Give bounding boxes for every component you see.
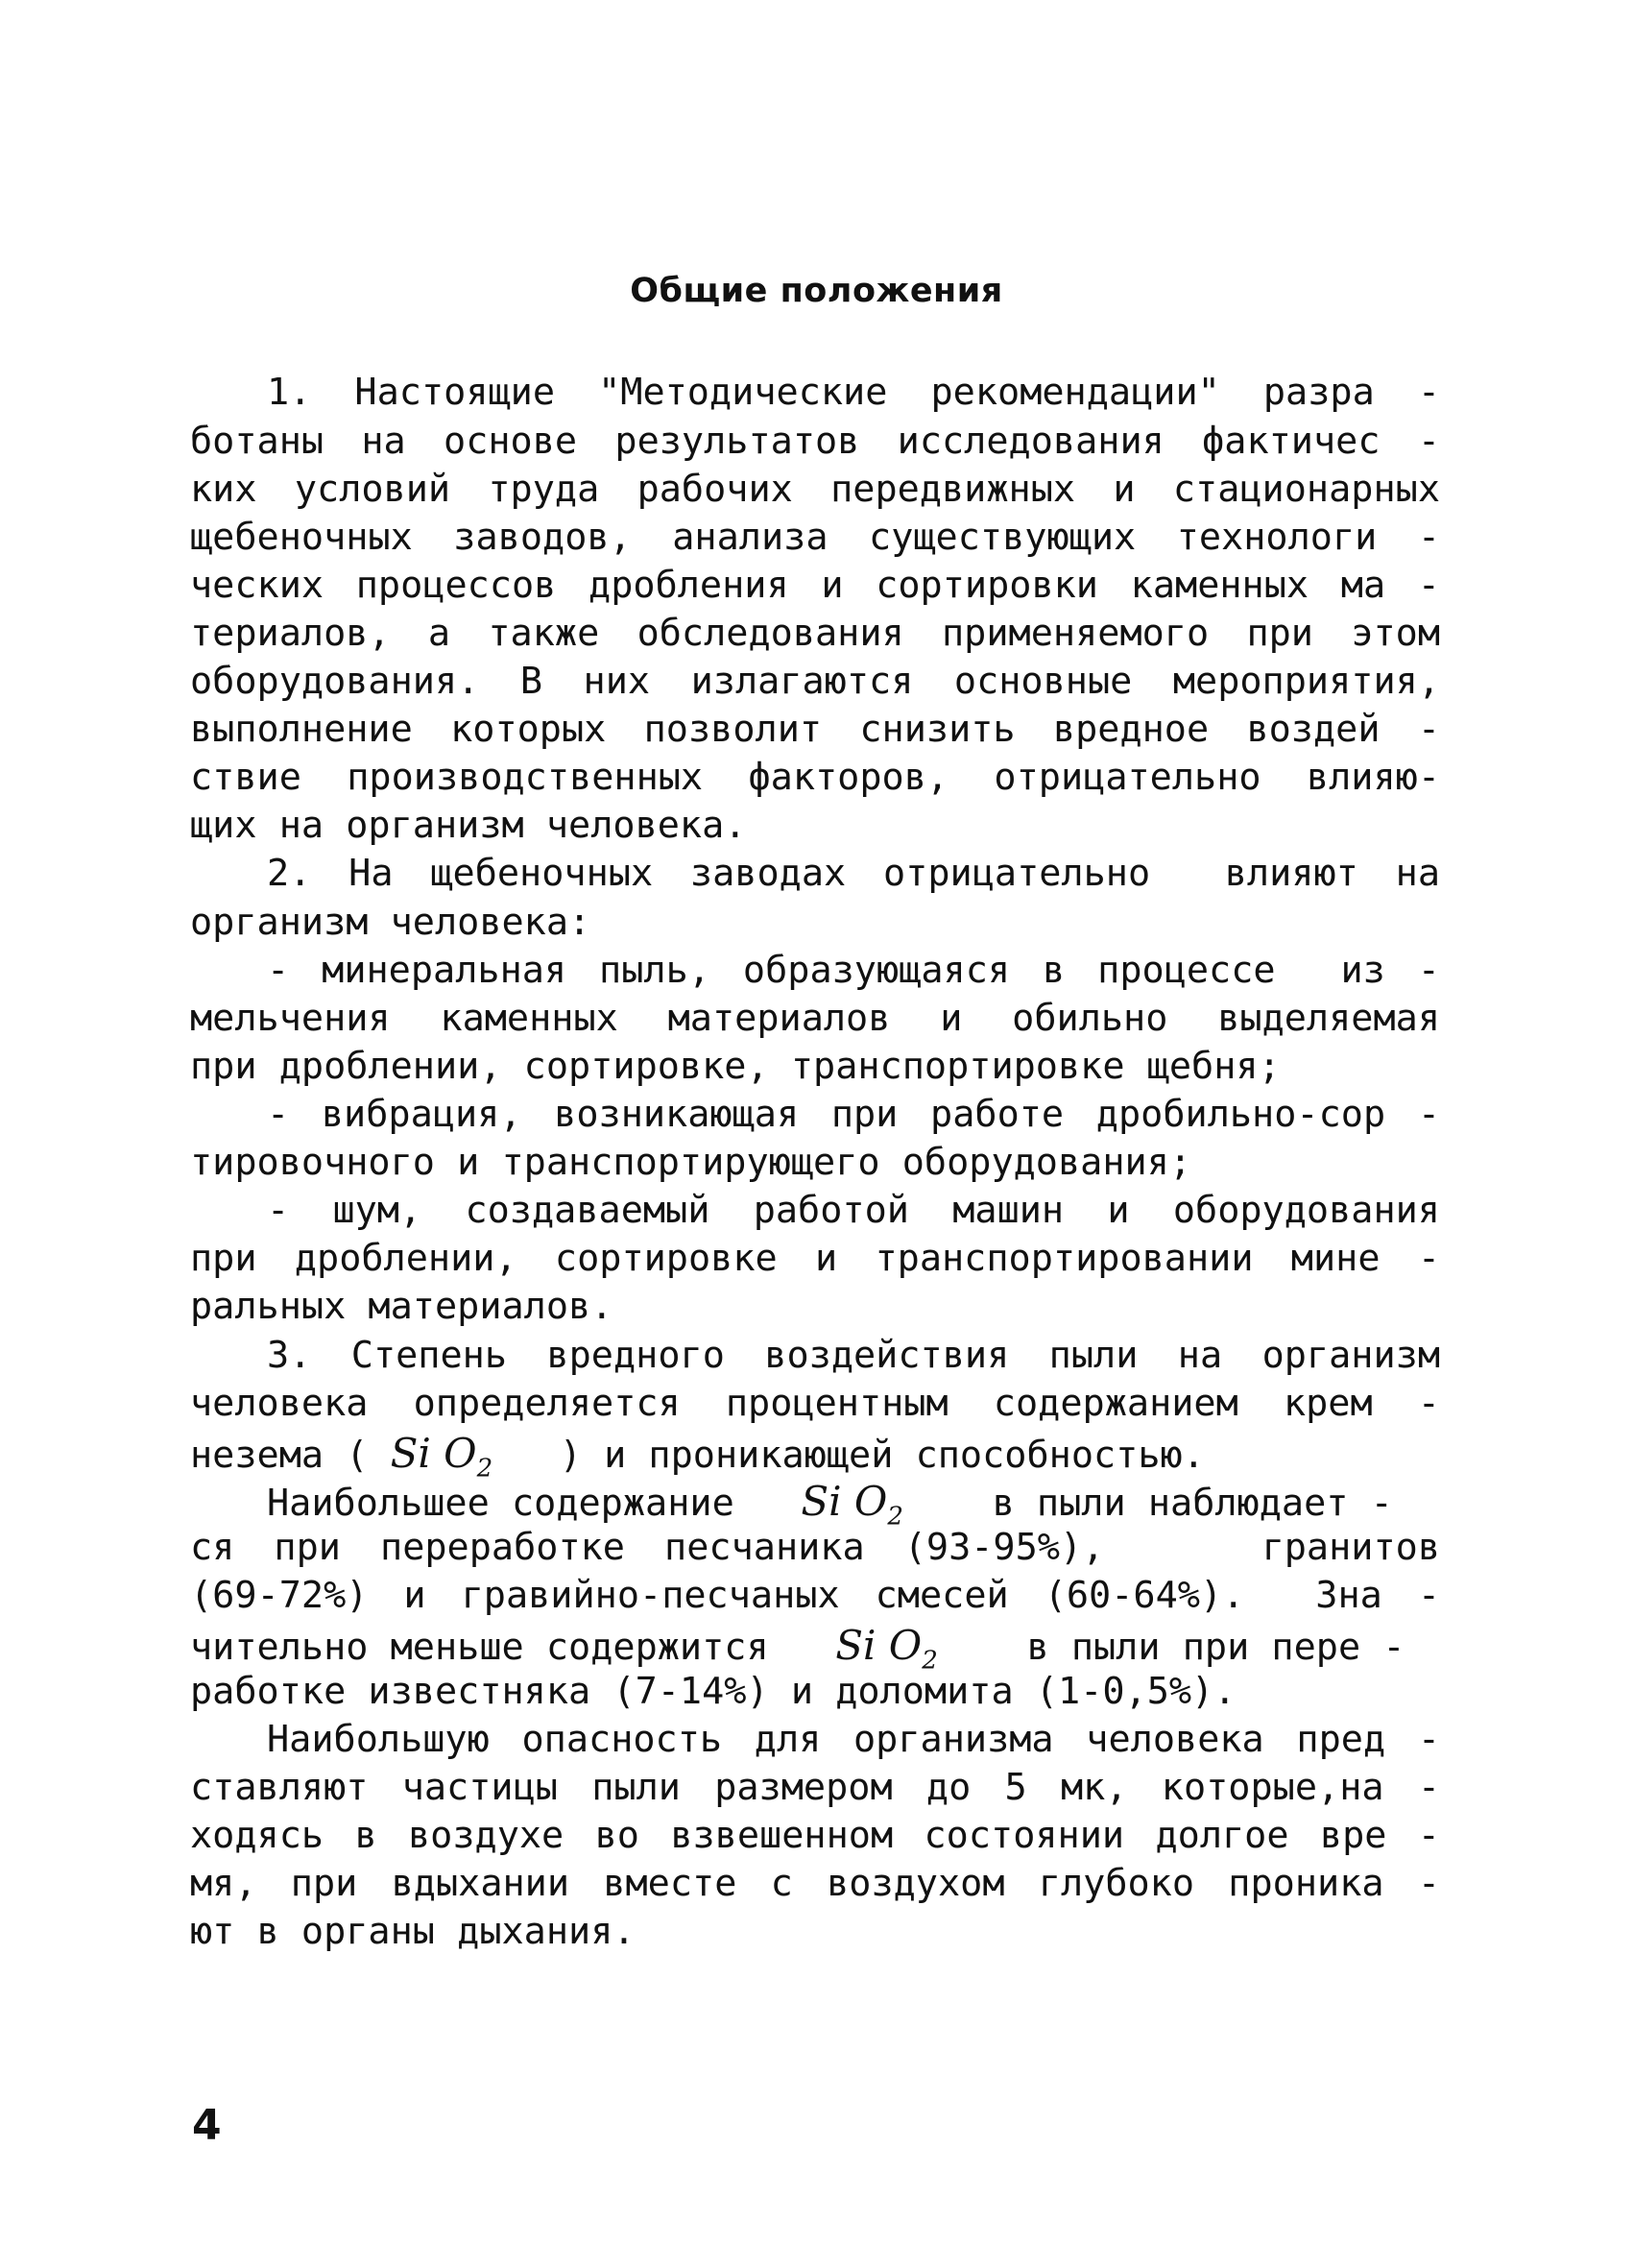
- text-line: териалов, а также обследования применяемого при этом: [190, 615, 1440, 653]
- page-number: 4: [192, 2101, 222, 2150]
- text-line: 1. Настоящие "Методические рекомендации" разра -: [267, 374, 1440, 412]
- sio2-formula: Si $O_2$: [390, 1434, 493, 1482]
- text-line: тировочного и транспортирующего оборудования;: [190, 1145, 1192, 1182]
- text-line: мя, при вдыхании вместе с воздухом глубоко проника -: [190, 1866, 1440, 1903]
- text-line: щебеночных заводов, анализа существующих технологи -: [190, 519, 1440, 557]
- text-line: человека определяется процентным содержанием крем -: [190, 1386, 1440, 1423]
- text-line: работке известняка (7-14%) и доломита (1-0,5%).: [190, 1674, 1237, 1711]
- text-line: щих на организм человека.: [190, 808, 747, 845]
- text-line: 3. Степень вредного воздействия пыли на организм: [267, 1338, 1440, 1375]
- text-line: ходясь в воздухе во взвешенном состоянии долгое вре -: [190, 1818, 1440, 1855]
- text-line: при дроблении, сортировке и транспортировании мине -: [190, 1241, 1440, 1278]
- sio2-formula: Si $O_2$: [801, 1482, 903, 1530]
- text-line: (69-72%) и гравийно-песчаных смесей (60-64%). Зна -: [190, 1578, 1440, 1615]
- text-line: ческих процессов дробления и сортировки каменных ма -: [190, 567, 1440, 605]
- text-line: незема ( Si $O_2$ ) и проникающей способностью.: [190, 1434, 1440, 1481]
- text-line: ставляют частицы пыли размером до 5 мк, которые,на -: [190, 1770, 1440, 1807]
- sio2-formula: Si $O_2$: [835, 1626, 938, 1674]
- text-line: организм человека:: [190, 905, 591, 942]
- text-line: Наибольшее содержание Si $O_2$ в пыли наблюдает -: [267, 1482, 1440, 1529]
- text-line: при дроблении, сортировке, транспортировке щебня;: [190, 1049, 1281, 1086]
- text-line: выполнение которых позволит снизить вредное воздей -: [190, 712, 1440, 749]
- text-line: мельчения каменных материалов и обильно выделяемая: [190, 1001, 1440, 1038]
- text-line: ют в органы дыхания.: [190, 1914, 636, 1951]
- text-line: - минеральная пыль, образующаяся в процессе из -: [267, 953, 1440, 990]
- section-heading: Общие положения: [630, 272, 1003, 310]
- text-line: ствие производственных факторов, отрицательно влияю-: [190, 760, 1440, 797]
- text-line: ботаны на основе результатов исследования фактичес -: [190, 423, 1440, 461]
- text-line: 2. На щебеночных заводах отрицательно влияют на: [267, 856, 1440, 893]
- text-line: оборудования. В них излагаются основные мероприятия,: [190, 664, 1440, 701]
- text-line: ких условий труда рабочих передвижных и стационарных: [190, 471, 1440, 509]
- text-line: чительно меньше содержится Si $O_2$ в пыли при пере -: [190, 1626, 1440, 1673]
- text-line: ральных материалов.: [190, 1289, 613, 1326]
- text-line: - шум, создаваемый работой машин и оборудования: [267, 1193, 1440, 1230]
- text-line: ся при переработке песчаника (93-95%), гранитов: [190, 1530, 1440, 1567]
- text-line: - вибрация, возникающая при работе дробильно-сор -: [267, 1097, 1440, 1134]
- text-line: Наибольшую опасность для организма человека пред -: [267, 1722, 1440, 1759]
